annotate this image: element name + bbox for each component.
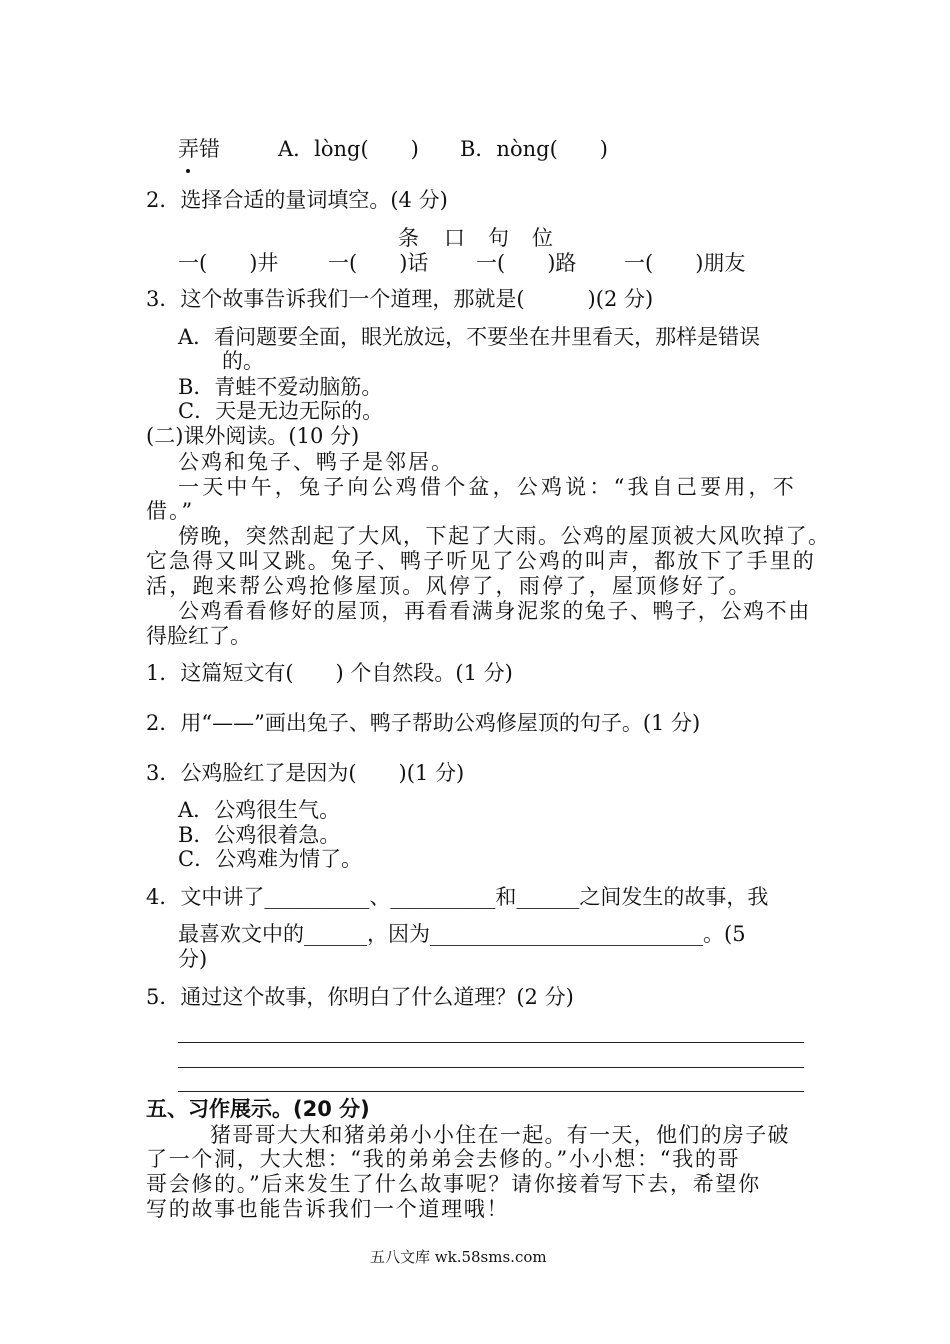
pinyin-option-b: B．nòng( ) (460, 137, 608, 161)
reading-question-3-option-b: B．公鸡很着急。 (178, 823, 341, 847)
passage-line: 活，跑来帮公鸡抢修屋顶。风停了，雨停了，屋顶修好了。 (146, 574, 752, 598)
reading-question-5: 5．通过这个故事，你明白了什么道理？(2 分) (146, 985, 574, 1009)
reading-question-4: 4．文中讲了__________、__________和______之间发生的故事，我 (146, 885, 769, 909)
pinyin-option-a: A．lòng( ) (278, 137, 419, 161)
reading-question-1: 1．这篇短文有( ) 个自然段。(1 分) (146, 661, 513, 685)
answer-line (178, 1042, 804, 1043)
blank-item-0: 一( )井 (178, 251, 279, 275)
answer-line (178, 1067, 804, 1068)
reading-question-4-cont: 最喜欢文中的______，因为__________________________。(5 (178, 922, 746, 946)
pinyin-word-char: 错 (199, 137, 220, 161)
question-3-label: 3．这个故事告诉我们一个道理，那就是( )(2 分) (146, 287, 654, 311)
passage-line: 傍晚，突然刮起了大风，下起了大雨。公鸡的屋顶被大风吹掉了。 (178, 524, 831, 548)
composition-line: 哥会修的。”后来发生了什么故事呢？请你接着写下去，希望你 (146, 1172, 761, 1196)
passage-line: 它急得又叫又跳。兔子、鸭子听见了公鸡的叫声，都放下了手里的 (146, 549, 816, 573)
measure-word-0: 条 (398, 226, 419, 250)
blank-item-2: 一( )路 (476, 251, 577, 275)
answer-line (178, 1091, 804, 1092)
page-footer: 五八文库 wk.58sms.com (370, 1248, 547, 1266)
passage-line: 借。” (146, 499, 195, 523)
reading-question-3-option-c: C．公鸡难为情了。 (178, 847, 363, 871)
passage-line: 一天中午，兔子向公鸡借个盆，公鸡说：“我自己要用，不 (178, 475, 797, 499)
composition-line: 了一个洞，大大想：“我的弟弟会去修的。”小小想：“我的哥 (146, 1147, 741, 1171)
measure-word-1: 口 (444, 226, 465, 250)
composition-line: 猪哥哥大大和猪弟弟小小住在一起。有一天，他们的房子破 (210, 1123, 790, 1147)
reading-question-4-cont: 分) (178, 947, 208, 971)
measure-word-3: 位 (532, 226, 553, 250)
pinyin-word (178, 136, 220, 162)
question-3-option-a: A．看问题要全面，眼光放远，不要坐在井里看天，那样是错误 (178, 325, 761, 349)
blank-item-3: 一( )朋友 (624, 251, 746, 275)
measure-word-2: 句 (488, 226, 509, 250)
composition-heading: 五、习作展示。(20 分) (146, 1097, 370, 1121)
reading-question-2: 2．用“——”画出兔子、鸭子帮助公鸡修屋顶的句子。(1 分) (146, 711, 701, 735)
question-3-option-b: B．青蛙不爱动脑筋。 (178, 375, 383, 399)
passage-line: 公鸡和兔子、鸭子是邻居。 (178, 450, 454, 474)
composition-line: 写的故事也能告诉我们一个道理哦！ (146, 1197, 510, 1221)
reading-question-3: 3．公鸡脸红了是因为( )(1 分) (146, 761, 465, 785)
blank-item-1: 一( )话 (328, 251, 429, 275)
emphasis-dot-icon (186, 169, 190, 173)
question-3-option-a-cont: 的。 (222, 349, 264, 373)
question-3-option-c: C．天是无边无际的。 (178, 399, 384, 423)
reading-question-3-option-a: A．公鸡很生气。 (178, 798, 341, 822)
passage-line: 得脸红了。 (146, 624, 251, 648)
question-2-label: 2．选择合适的量词填空。(4 分) (146, 188, 448, 212)
passage-line: 公鸡看看修好的屋顶，再看看满身泥浆的兔子、鸭子，公鸡不由 (178, 599, 811, 623)
pinyin-word-char-dotted: 弄 (178, 137, 199, 161)
reading-heading: (二)课外阅读。(10 分) (146, 424, 360, 448)
